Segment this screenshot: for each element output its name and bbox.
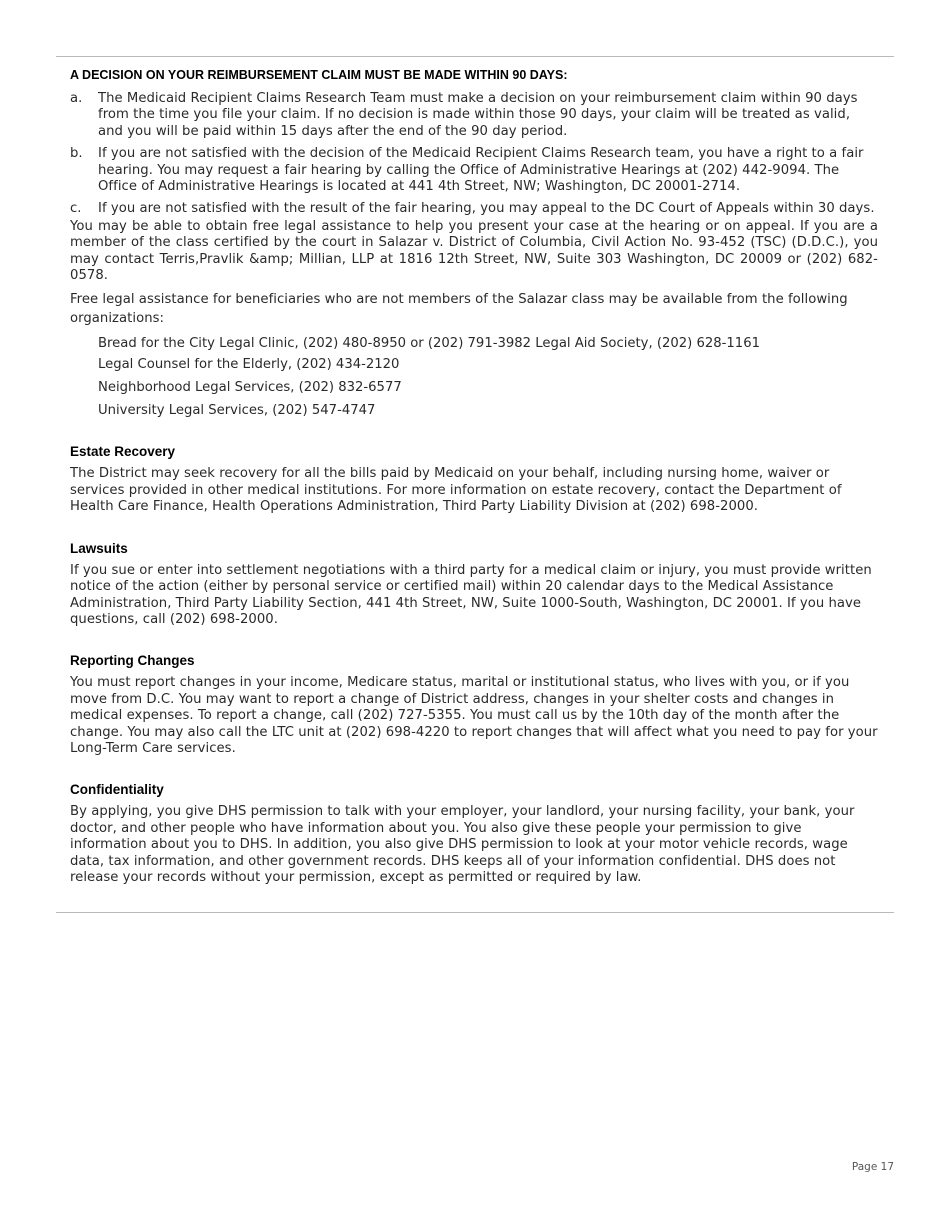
claim-item-a [70,91,878,140]
bottom-divider [56,912,894,913]
estate-recovery-section [70,443,878,515]
list-item-text: The Medicaid Recipient Claims Research Team must make a decision on your reimbursement claim within 90 days from the time you file your claim. If no decision is made within those 90 days, your claim will be treated as valid, and you will be paid within 15 days after the end of the 90 day period. [98,91,858,139]
list-marker: a. [70,91,83,106]
claim-section [70,66,878,419]
section-text: You must report changes in your income, Medicare status, marital or institutional status, who lives with you, or if you move from D.C. You may want to report a change of District address, changes in your shelter costs and changes in medical expenses. To report a change, call (202) 727-5355. You must call us by the 10th day of the month after the change. You may also call the LTC unit at (202) 698-4220 to report changes that will affect what you need to pay for your Long-Term Care services. [70,675,878,756]
list-item-text: If you are not satisfied with the decision of the Medicaid Recipient Claims Research team, you have a right to a fair hearing. You may request a fair hearing by calling the Office of Administrative Hearings at (202) 442-9094. The Office of Administrative Hearings is located at 441 4th Street, NW; Washington, DC 20001-2714. [98,146,864,195]
lawsuits-section [70,540,878,629]
list-item-text: If you are not satisfied with the result of the fair hearing, you may appeal to the DC Court of Appeals within 30 days. [98,201,875,217]
claim-heading: A DECISION ON YOUR REIMBURSEMENT CLAIM MUST BE MADE WITHIN 90 DAYS: [70,68,568,82]
claim-item-b [70,146,878,195]
document-body [70,66,878,886]
section-heading: Lawsuits [70,540,128,556]
organization-item: Bread for the City Legal Clinic, (202) 480-8950 or (202) 791-3982 Legal Aid Society, (202) 628-1161 [98,336,760,352]
free-legal-intro: Free legal assistance for beneficiaries who are not members of the Salazar class may be available from the following organizations: [70,292,848,327]
legal-assistance-paragraph: You may be able to obtain free legal assistance to help you present your case at the hearing or on appeal. If you are a member of the class certified by the court in Salazar v. District of Columbia, Civil Action No. 93-452 (TSC) (D.D.C.), you may contact Terris,Pravlik &amp; Millian, LLP at 1816 12th Street, NW, Suite 303 Washington, DC 20009 or (202) 682-0578. [70,218,878,284]
top-divider [56,56,894,57]
organization-item: University Legal Services, (202) 547-4747 [98,403,376,419]
organization-list [70,335,878,419]
claim-item-c [70,201,878,217]
confidentiality-section [70,781,878,886]
section-heading: Estate Recovery [70,444,176,460]
organization-item: Neighborhood Legal Services, (202) 832-6577 [98,380,402,396]
section-heading: Confidentiality [70,782,164,798]
section-text: The District may seek recovery for all the bills paid by Medicaid on your behalf, including nursing home, waiver or services provided in other medical institutions. For more information on estate recovery, contact the Department of Health Care Finance, Health Operations Administration, Third Party Liability Division at (202) 698-2000. [70,466,842,515]
reporting-changes-section [70,652,878,757]
section-text: If you sue or enter into settlement negotiations with a third party for a medical claim or injury, you must provide written notice of the action (either by personal service or certified mail) within 20 calendar days to the Medical Assistance Administration, Third Party Liability Section, 441 4th Street, NW, Suite 1000-South, Washington, DC 20001. If you have questions, call (202) 698-2000. [70,562,872,627]
list-marker: c. [70,201,82,217]
organization-item: Legal Counsel for the Elderly, (202) 434-2120 [98,357,400,373]
section-text: By applying, you give DHS permission to talk with your employer, your landlord, your nursing facility, your bank, your doctor, and other people who have information about you. You also give these people your permission to give information about you to DHS. In addition, you also give DHS permission to look at your motor vehicle records, wage data, tax information, and other government records. DHS keeps all of your information confidential. DHS does not release your records without your permission, except as permitted or required by law. [70,804,855,885]
list-marker: b. [70,146,83,162]
page-number: Page 17 [851,1161,894,1173]
section-heading: Reporting Changes [70,653,195,669]
